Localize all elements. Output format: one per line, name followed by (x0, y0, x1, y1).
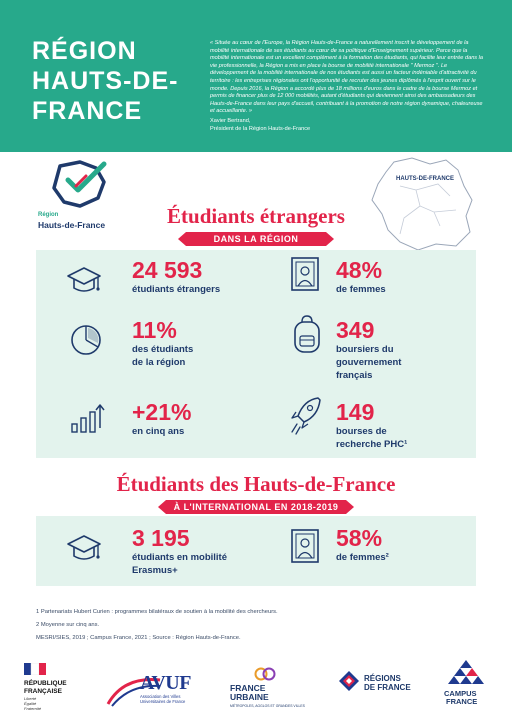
republique-francaise-logo (24, 662, 94, 711)
section2-panel (36, 516, 476, 586)
stat-value: 48% (336, 257, 383, 283)
stat-scholarship-holders (336, 318, 401, 382)
section1-panel (36, 250, 476, 458)
rf-motto: Égalité (24, 701, 37, 706)
regions-de-france-diamond-icon (338, 670, 360, 692)
avuf-logo (104, 664, 204, 714)
france-urbaine-line: URBAINE (230, 692, 269, 702)
stat-label: gouvernement (336, 357, 402, 368)
stat-label: des étudiants (132, 344, 194, 355)
stat-value: +21% (132, 399, 192, 425)
region-map-label: HAUTS-DE-FRANCE (396, 176, 454, 182)
stat-erasmus-women (336, 526, 389, 564)
section2-title: Étudiants des Hauts-de-France (116, 472, 396, 496)
region-title-line: RÉGION (32, 37, 137, 65)
quote-author-name: Xavier Bertrand, (210, 117, 251, 124)
stat-research-grants (336, 400, 407, 451)
stat-growth (132, 400, 191, 438)
region-title-line: FRANCE (32, 97, 143, 125)
campus-france-logo (440, 658, 496, 712)
header-banner (0, 0, 512, 152)
section1-title: Étudiants étrangers (167, 204, 345, 228)
stat-label: de femmes² (336, 552, 389, 563)
rf-motto: Fraternité (24, 706, 42, 711)
stat-value: 349 (336, 317, 375, 343)
portrait-frame-icon (290, 528, 320, 564)
rf-line: RÉPUBLIQUE (24, 680, 67, 687)
region-logo-name: Hauts-de-France (38, 220, 106, 230)
campus-line: FRANCE (446, 697, 478, 706)
stat-foreign-students (132, 258, 220, 296)
growth-bars-icon (66, 400, 106, 436)
footnotes (36, 608, 476, 647)
footnote-sources: MESRI/SIES, 2019 ; Campus France, 2021 ; Source : Région Hauts-de-France. (36, 635, 241, 641)
regions-line: RÉGIONS (364, 674, 401, 683)
rf-line: FRANÇAISE (24, 687, 62, 695)
section1-ribbon: DANS LA RÉGION (186, 232, 326, 246)
region-logo-small-label: Région (38, 212, 59, 218)
pie-chart-icon (68, 322, 104, 358)
partner-logos (0, 654, 512, 724)
avuf-sub: Association des Villes (140, 694, 181, 699)
region-logo-mark-icon (46, 158, 116, 210)
stat-label: Erasmus+ (132, 565, 178, 576)
avuf-sub: Universitaires de France (140, 699, 186, 704)
stat-women-share (336, 258, 386, 296)
rocket-icon (288, 394, 324, 436)
regions-de-france-logo (338, 668, 418, 708)
stat-value: 3 195 (132, 525, 190, 551)
france-urbaine-sub: MÉTROPOLES, AGGLOS ET GRANDES VILLES (230, 704, 305, 708)
region-title-line: HAUTS-DE- (32, 67, 179, 95)
graduation-cap-icon (64, 264, 104, 298)
stat-label: de femmes (336, 284, 386, 295)
france-urbaine-line: FRANCE (230, 683, 266, 693)
quote-text: « Située au cœur de l'Europe, la Région Hauts-de-France a naturellement inscrit le développement de la mobilité internationale de ses étudiants au cœur de sa politique d'Enseignement supérieur. Parce que la mobilité internationale est un excellent complément à la formation des étudiants, qui facilite leur entrée dans la vie professionnelle, la Région a mis en place la bourse de mobilité internationale " Mermoz ". Le développement de la mobilité internationale de nos étudiants est aussi un facteur indéniable d'attractivité du territoire : les entreprises régionales ont l'opportunité de recruter des jeunes diplômés à l'esprit ouvert sur le monde. Depuis 2016, la Région a accordé plus de 18 millions d'euros dans le cadre de la bourse Mermoz et permis de financer plus de 12 000 mobilités, autant d'étudiants qui deviennent ainsi des ambassadeurs des Hauts-de-France dans leur pays d'accueil, contribuant à la promotion de notre région dynamique, chaleureuse et accueillante. » (210, 40, 484, 115)
stat-value: 11% (132, 317, 177, 343)
backpack-icon (292, 314, 322, 354)
footnote-2: 2 Moyenne sur cinq ans. (36, 622, 100, 628)
stat-label: étudiants en mobilité (132, 552, 228, 563)
regions-line: DE FRANCE (364, 683, 411, 692)
stat-erasmus-students (132, 526, 227, 577)
stat-label: bourses de (336, 426, 387, 437)
campus-line: CAMPUS (444, 689, 477, 698)
region-title (32, 36, 202, 126)
stat-value: 58% (336, 525, 383, 551)
stat-region-share (132, 318, 193, 369)
section2-ribbon: À L'INTERNATIONAL EN 2018-2019 (166, 500, 346, 514)
graduation-cap-icon (64, 532, 104, 566)
president-quote (210, 40, 485, 133)
stat-label: recherche PHC¹ (336, 439, 408, 450)
stat-label: de la région (132, 357, 186, 368)
quote-author-role: Président de la Région Hauts-de-France (210, 125, 311, 132)
stat-label: boursiers du (336, 344, 394, 355)
footnote-1: 1 Partenariats Hubert Curien : programmes bilatéraux de soutien à la mobilité des chercheurs. (36, 609, 278, 615)
stat-label: en cinq ans (132, 426, 185, 437)
stat-label: étudiants étrangers (132, 284, 221, 295)
marianne-flag-icon (24, 663, 46, 675)
campus-france-triangles-icon (448, 658, 484, 686)
stat-value: 149 (336, 399, 375, 425)
france-urbaine-logo (228, 666, 305, 714)
france-urbaine-rings-icon (254, 666, 276, 682)
portrait-frame-icon (290, 256, 320, 292)
stat-label: français (336, 370, 373, 381)
rf-motto: Liberté (24, 696, 37, 701)
avuf-name: AVUF (140, 672, 191, 694)
stat-value: 24 593 (132, 257, 203, 283)
